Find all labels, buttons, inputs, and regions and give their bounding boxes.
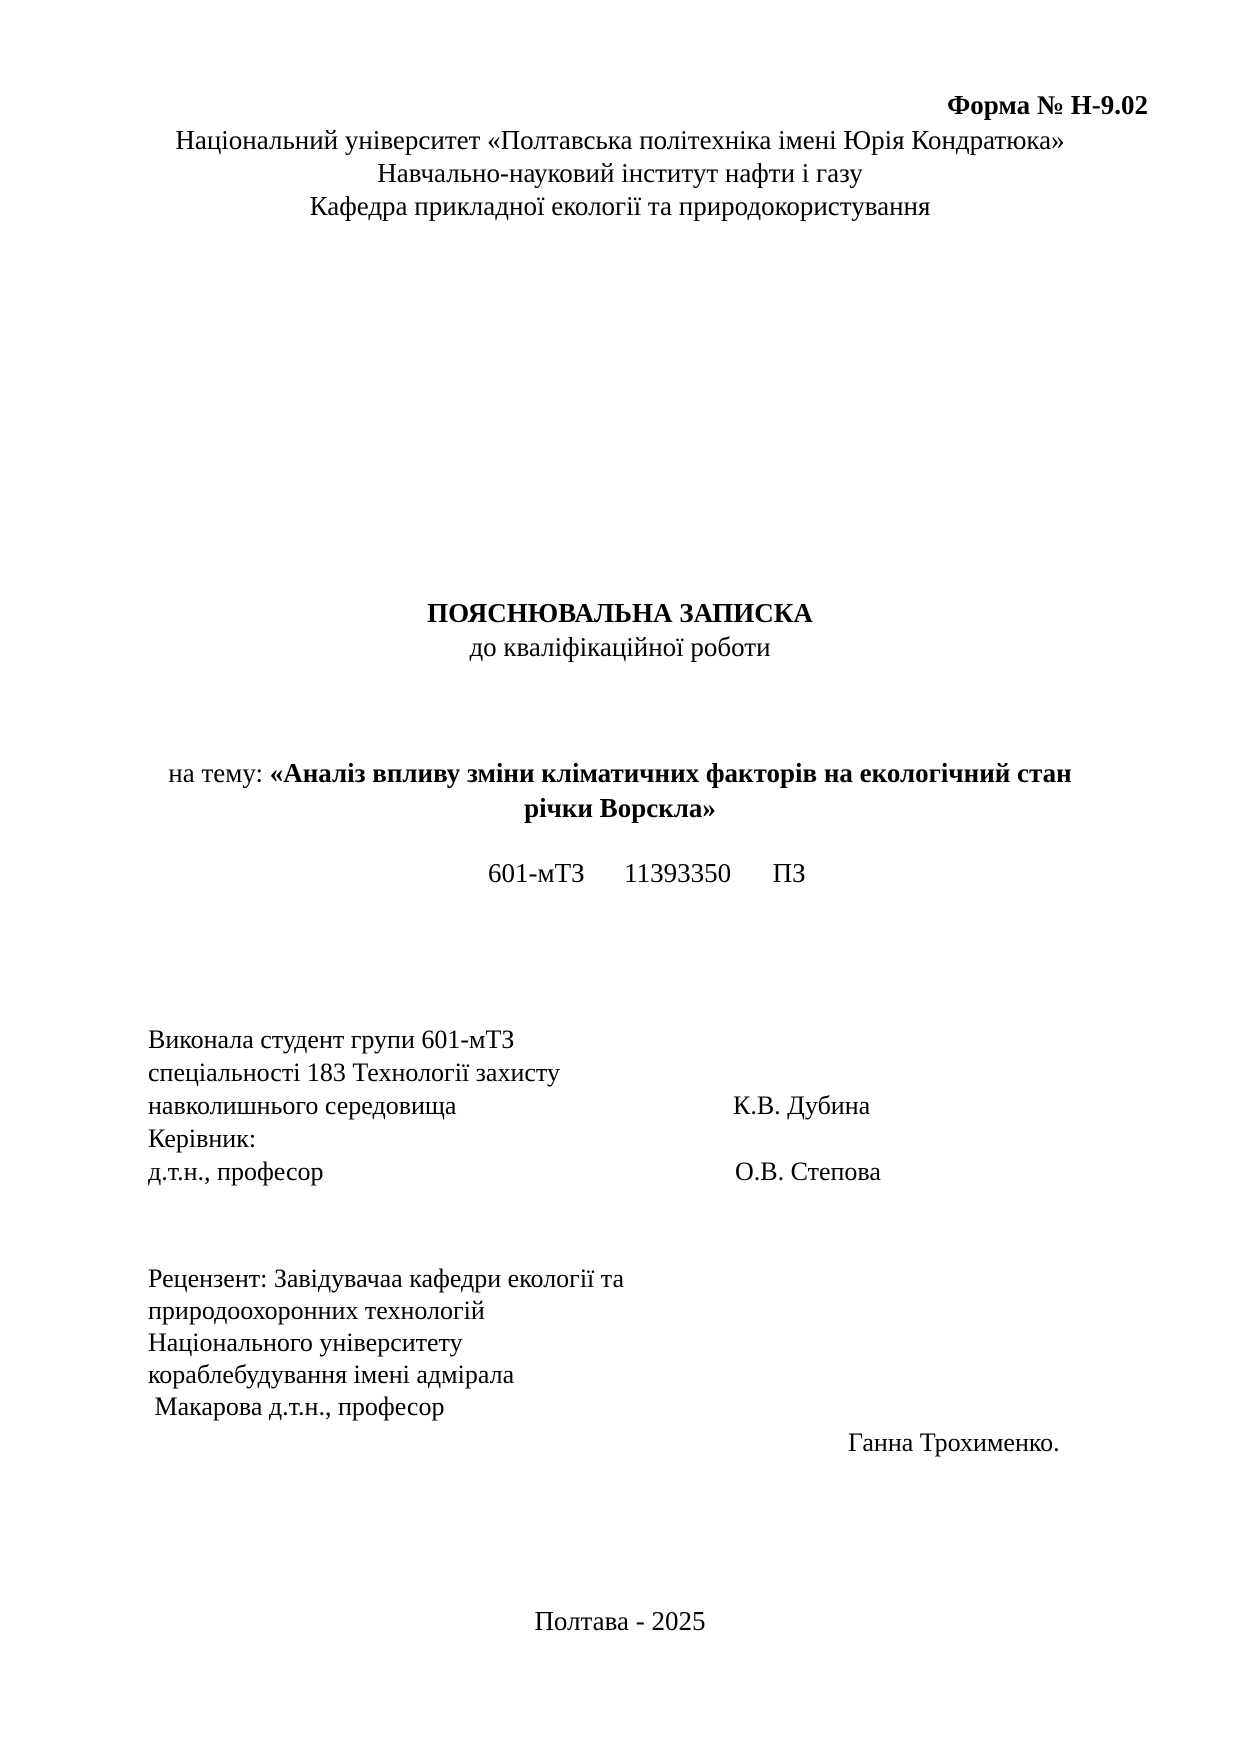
reviewer-line: Макарова д.т.н., професор: [148, 1392, 445, 1421]
supervisor-name: О.В. Степова: [735, 1157, 881, 1186]
reviewer-line: Національного університету: [148, 1328, 463, 1357]
code-group: 601-мТЗ: [488, 858, 585, 888]
department-name: Кафедра прикладної екології та природокористування: [309, 191, 931, 221]
student-name: К.В. Дубина: [733, 1091, 871, 1120]
topic-line-1: [0, 760, 1240, 787]
reviewer-line: кораблебудування імені адмірала: [148, 1360, 515, 1389]
supervisor-label: Керівник:: [148, 1124, 257, 1153]
reviewer-name: Ганна Трохименко.: [848, 1428, 1060, 1457]
document-code: [488, 860, 806, 887]
topic-title-part-1: «Аналіз впливу зміни кліматичних факторів на екологічний стан: [269, 758, 1072, 788]
form-number: Форма № Н-9.02: [947, 90, 1148, 120]
institute-name: Навчально-науковий інститут нафти і газу: [377, 158, 863, 188]
topic-prefix: на тему:: [168, 758, 270, 788]
code-suffix: ПЗ: [772, 858, 806, 888]
supervisor-degree: д.т.н., професор: [148, 1157, 324, 1186]
document-title: ПОЯСНЮВАЛЬНА ЗАПИСКА: [427, 598, 813, 628]
performer-line: навколишнього середовища: [148, 1091, 457, 1120]
topic-line-2: річки Ворскла»: [524, 793, 716, 823]
performer-line: Виконала студент групи 601-мТЗ: [148, 1025, 515, 1054]
reviewer-line: природоохоронних технологій: [148, 1296, 485, 1325]
university-name: Національний університет «Полтавська політехніка імені Юрія Кондратюка»: [175, 125, 1065, 155]
document-subtitle: до кваліфікаційної роботи: [469, 632, 771, 662]
code-number: 11393350: [624, 858, 732, 888]
city-year: Полтава - 2025: [534, 1606, 706, 1636]
reviewer-line: Рецензент: Завідувачаа кафедри екології та: [148, 1264, 624, 1293]
performer-line: спеціальності 183 Технології захисту: [148, 1058, 560, 1087]
